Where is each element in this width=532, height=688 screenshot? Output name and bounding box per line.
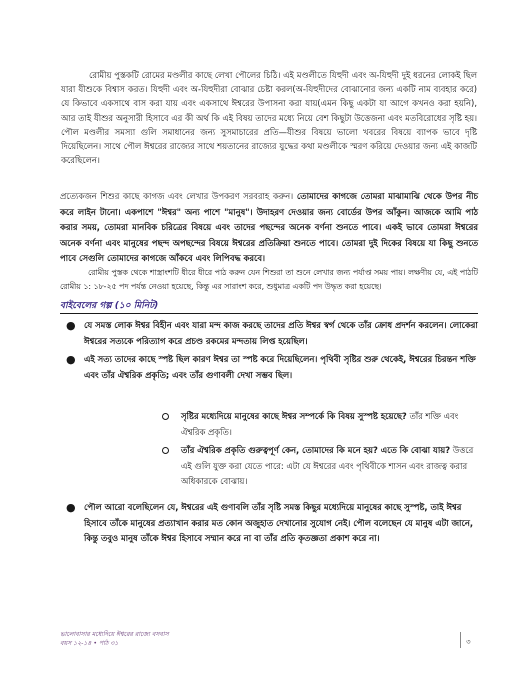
footer-series-title: ভালোবাসার মধ্যেদিয়ে ঈশ্বরের রাজ্যে বসবাস (60, 631, 169, 638)
page-number: ৩ (466, 638, 471, 646)
sub-question-text: সৃষ্টির মধ্যেদিয়ে মানুষের কাছে ঈশ্বর সম্পর্কে কি বিষয় সুস্পষ্ট হয়েছে? (181, 411, 407, 421)
activity-paragraph (60, 189, 478, 267)
bullet-item: এই সত্য তাদের কাছে স্পষ্ট ছিল কারণ ঈশ্বর তা স্পষ্ট করে দিয়েছিলেন। পৃথিবী সৃষ্টির শুরু থেকেই, ঈশ্বরের চিরন্তন শক্তি এবং তাঁর ঐশ্বরিক প্রকৃতি; এবং তাঁর গুণাবলী দেখা সম্ভব ছিল। (84, 354, 476, 380)
activity-lead-text: প্রত্যেকজন শিশুর কাছে কাগজ এবং লেখার উপকরণ সরবরাহ করুন। (60, 191, 294, 201)
sub-answer-text: তাঁর শক্তি এবং ঐশ্বরিক প্রকৃতি। (181, 411, 459, 437)
section-heading: বাইবেলের গল্প (১০ মিনিট) (60, 301, 159, 311)
activity-instructions-text: তোমাদের কাগজে তোমরা মাঝামাঝি থেকে উপর নীচ করে লাইন টানো। একপাশে "ঈশ্বর" অন্য পাশে "মানুষ"। উদাহরণ দেওয়ার জন্য বোর্ডের উপর আঁকুন। আজকে আমি পাঠ করার সময়, তোমরা মানবিক চরিত্রের বিষয়ে এবং তাদের পছন্দের অনেক বর্ণনা শুনতে পাবে। একই ভাবে তোমরা ঈশ্বরের অনেক বর্ণনা এবং মানুষের পছন্দ অপছন্দের বিষয়ে ঈশ্বরের প্রতিক্রিয়া শুনতে পাবে। তোমরা দুই দিকের বিষয়ে যা কিছু শুনতে পাবে সেগুলি তোমাদের কাগজে আঁকবে এবং লিপিবদ্ধ করবে। (60, 191, 478, 264)
bullet-dot-icon: ● (66, 319, 76, 332)
sub-answer-text: উত্তরে এই গুলি যুক্ত করা যেতে পারে: এটা যে ঈশ্বরের এবং পৃথিবীকে শাসন এবং রাজত্ব করার অধিকারকে বোঝায়। (181, 445, 474, 487)
sub-question-item (181, 443, 478, 490)
page-footer (60, 630, 169, 648)
sub-question-text: তাঁর ঐশ্বরিক প্রকৃতি গুরুত্বপূর্ণ কেন, তোমাদের কি মনে হয়? এতে কি বোঝা যায়? (181, 445, 451, 455)
section-divider (60, 313, 478, 314)
intro-paragraph: রোমীয় পুস্তকটি রোমের মণ্ডলীর কাছে লেখা পৌলের চিঠি। এই মণ্ডলীতে যিহুদী এবং অ-যিহুদী দুই ধরনের লোকই ছিল যারা যীশুকে বিশ্বাস করত। যিহুদী এবং অ-যিহুদীরা বোঝার চেষ্টা করল(অ-যিহুদীদের বোঝানোর জন্য একটি নাম ব্যবহার করে) যে কিভাবে একসাথে বাস করা যায় এবং একসাথে ঈশ্বরের উপাসনা করা যায়(এমন কিছু একটা যা আগে কখনও করা হয়নি), আর তাই যীশুর অনুসারী হিসাবে এর কী অর্থ কি এই বিষয় তাদের মধ্যে নিয়ে বেশ কিছুটা উত্তেজনা এবং মতবিরোধের সৃষ্টি হয়। পৌল মণ্ডলীর সমস্যা গুলি সমাধানের জন্য সুসমাচারের প্রতি—যীশুর বিষয়ে ভালো খবরের বিষয়ে ব্যাপক ভাবে দৃষ্টি দিয়েছিলেন। সাথে পৌল ঈশ্বরের রাজ্যের সাথে শয়তানের রাজ্যের যুদ্ধের কথা মণ্ডলীকে স্মরণ করিয়ে দেওয়ার জন্য এই কাজটি করেছিলেন। (61, 70, 477, 166)
sub-question-item (181, 409, 478, 440)
sub-bullet-circle-icon (162, 447, 169, 454)
bullet-dot-icon: ● (66, 353, 76, 366)
reading-note-paragraph: রোমীয় পুস্তক থেকে শাস্ত্রাংশটি ধীরে ধীরে পাঠ করুন যেন শিশুরা তা শুনে লেখার জন্য পর্যাপ্ত সময় পায়। লক্ষণীয় যে, এই পাঠটি রোমীয় ১: ১৮-২৫ পদ পর্যন্ত নেওয়া হয়েছে, কিন্তু এর সারাংশ করে, শুধুমাত্র একটি পদ উদ্ধৃত করা হয়েছে। (60, 268, 478, 291)
bullet-item: যে সমস্ত লোক ঈশ্বর বিহীন এবং যারা মন্দ কাজ করছে তাদের প্রতি ঈশ্বর স্বর্গ থেকে তাঁর ক্রোধ প্রদর্শন করলেন। লোকেরা ঈশ্বরের সত্যকে পরিত্যাগ করে প্রচণ্ড রকমের মন্দতায় লিপ্ত হয়েছিল। (84, 320, 478, 346)
footer-lesson-info: বয়স ১২-১৪ • পাঠ ৩১ (60, 640, 119, 647)
bullet-item: পৌল আরো বলেছিলেন যে, ঈশ্বরের এই গুণাবলি তাঁর সৃষ্টি সমস্ত কিছুর মধ্যেদিয়ে মানুষের কাছে সুস্পষ্ট, তাই ঈশ্বর হিসাবে তাঁকে মানুষের প্রত্যাখান করার মত কোন অজুহাত দেখানোর সুযোগ নেই। পৌল বলেছেন যে মানুষ এটা জানে, কিন্তু তবুও মানুষ তাঁকে ঈশ্বর হিসাবে সম্মান করে না বা তাঁর প্রতি কৃতজ্ঞতা প্রকাশ করে না। (84, 502, 474, 544)
bullet-dot-icon: ● (66, 501, 76, 514)
sub-bullet-circle-icon (162, 413, 169, 420)
footer-divider (460, 632, 461, 648)
